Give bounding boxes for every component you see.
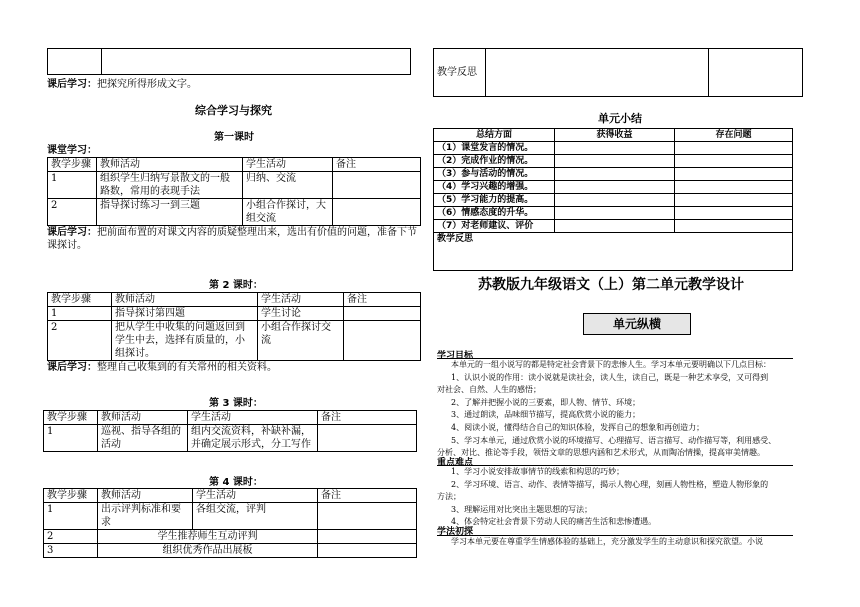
table-row: 教学反思 bbox=[434, 233, 793, 271]
unit-box: 单元纵横 bbox=[583, 313, 691, 335]
table-row: 1 组织学生归纳写景散文的一般路数，常用的表现手法 归纳、交流 bbox=[48, 172, 421, 199]
key-heading: 重点难点 bbox=[437, 458, 474, 468]
table-row: 2 指导探讨练习一到三题 小组合作探讨，大组交流 bbox=[48, 199, 421, 226]
goals-text: 本单元的一组小说写的都是特定社会背景下的悲惨人生。学习本单元要明确以下几点目标： 1、认识小说的作用：读小说就是读社会，读人生，读自己，既是一种艺术享受，又可得到 对社会、自然、人生的感悟； 2、了解并把握小说的三要素，即人物、情节、环境； 3、通过朗读，品味细节描写，提高欣赏小说的能力； 4、阅读小说，懂得结合自己的知识体验，发挥自己的想象和再创造力； 5、学习本单元，通过欣赏小说的环境描写、心理描写、语言描写、动作描写等，利用感受、 分析、对比、推论等手段，领悟文章的思想内涵和艺术形式，从而陶冶情操，提高审美情趣。 bbox=[437, 360, 777, 458]
table-row: （5）学习能力的提高。 bbox=[434, 194, 793, 207]
table-row: 2 把从学生中收集的问题返回到学生中去，选择有质量的，小组探讨。 小组合作探讨交流 bbox=[48, 321, 421, 361]
table-row: （6）情感态度的升华。 bbox=[434, 207, 793, 220]
doc-title: 苏教版九年级语文（上）第二单元教学设计 bbox=[478, 277, 744, 293]
table-row: （3）参与活动的情况。 bbox=[434, 168, 793, 181]
lesson1-pre-label: 课堂学习： bbox=[47, 145, 97, 156]
lesson1-table bbox=[47, 157, 421, 226]
table-row: （2）完成作业的情况。 bbox=[434, 155, 793, 168]
reflection-top-table: 教学反思 bbox=[433, 48, 803, 97]
lesson3-table: 教学步骤 教师活动 学生活动 备注 1 巡视、指导各组的活动 组内交流资料，补缺补漏，并确定展示形式，分工写作 bbox=[43, 410, 417, 452]
method-heading: 学法初探 bbox=[437, 527, 474, 537]
lesson1-after-note: 课后学习：把前面布置的对课文内容的质疑整理出来，选出有价值的问题，准备下节课探讨。 bbox=[47, 227, 417, 251]
lesson3-title: 第 3 课时： bbox=[209, 398, 263, 409]
table-row: （4）学习兴趣的增强。 bbox=[434, 181, 793, 194]
lesson4-table: 教学步骤 教师活动 学生活动 备注 1 出示评判标准和要求 各组交流，评判 2 学生推荐师生互动评判 3 组织优秀作品出展板 bbox=[43, 488, 417, 558]
table-row: 2 学生推荐师生互动评判 bbox=[44, 530, 417, 544]
top-after-note: 课后学习：把探究所得形成文字。 bbox=[47, 79, 197, 90]
table-row: 3 组织优秀作品出展板 bbox=[44, 544, 417, 558]
lesson4-title: 第 4 课时： bbox=[209, 477, 263, 488]
header-step: 教学步骤 bbox=[48, 158, 97, 172]
method-text: 学习本单元要在尊重学生情感体验的基础上，充分激发学生的主动意识和探究欲望。小说 bbox=[451, 537, 763, 546]
section-title: 综合学习与探究 bbox=[195, 104, 272, 117]
table-row: （1）课堂发言的情况。 bbox=[434, 142, 793, 155]
table-row: 1 出示评判标准和要求 各组交流，评判 bbox=[44, 503, 417, 530]
lesson1-title: 第一课时 bbox=[214, 132, 254, 143]
header-note: 备注 bbox=[333, 158, 421, 172]
table-row: 1 巡视、指导各组的活动 组内交流资料，补缺补漏，并确定展示形式，分工写作 bbox=[44, 425, 417, 452]
header-teacher: 教师活动 bbox=[97, 158, 243, 172]
table-row: 1 指导探讨第四题 学生讨论 bbox=[48, 307, 421, 321]
goals-heading: 学习目标 bbox=[437, 351, 474, 361]
lesson2-table: 教学步骤 教师活动 学生活动 备注 1 指导探讨第四题 学生讨论 2 把从学生中收集的问题返回到学生中去，选择有质量的，小组探讨。 小组合作探讨交流 bbox=[47, 292, 421, 361]
summary-table: 总结方面 获得收益 存在问题 （1）课堂发言的情况。 （2）完成作业的情况。 （3）参与活动的情况。 （4）学习兴趣的增强。 （5）学习能力的提高。 （6）情感态度的升华。 （7）对老师建议、评价 教学反思 bbox=[433, 128, 793, 271]
summary-title: 单元小结 bbox=[598, 112, 642, 125]
key-text: 1、学习小说安排故事情节的线索和构思的巧妙； 2、学习环境、语言、动作、表情等描写，揭示人物心理，刻画人物性格，塑造人物形象的 方法； 3、理解运用对比突出主题思想的写法； 4、体会特定社会背景下劳动人民的痛苦生活和悲惨遭遇。 bbox=[437, 467, 769, 527]
header-student: 学生活动 bbox=[243, 158, 333, 172]
lesson2-title: 第 2 课时： bbox=[209, 280, 263, 291]
top-fragment-table bbox=[47, 48, 411, 75]
lesson2-after-note: 课后学习：整理自己收集到的有关常州的相关资料。 bbox=[47, 362, 277, 373]
table-row: （7）对老师建议、评价 bbox=[434, 220, 793, 233]
